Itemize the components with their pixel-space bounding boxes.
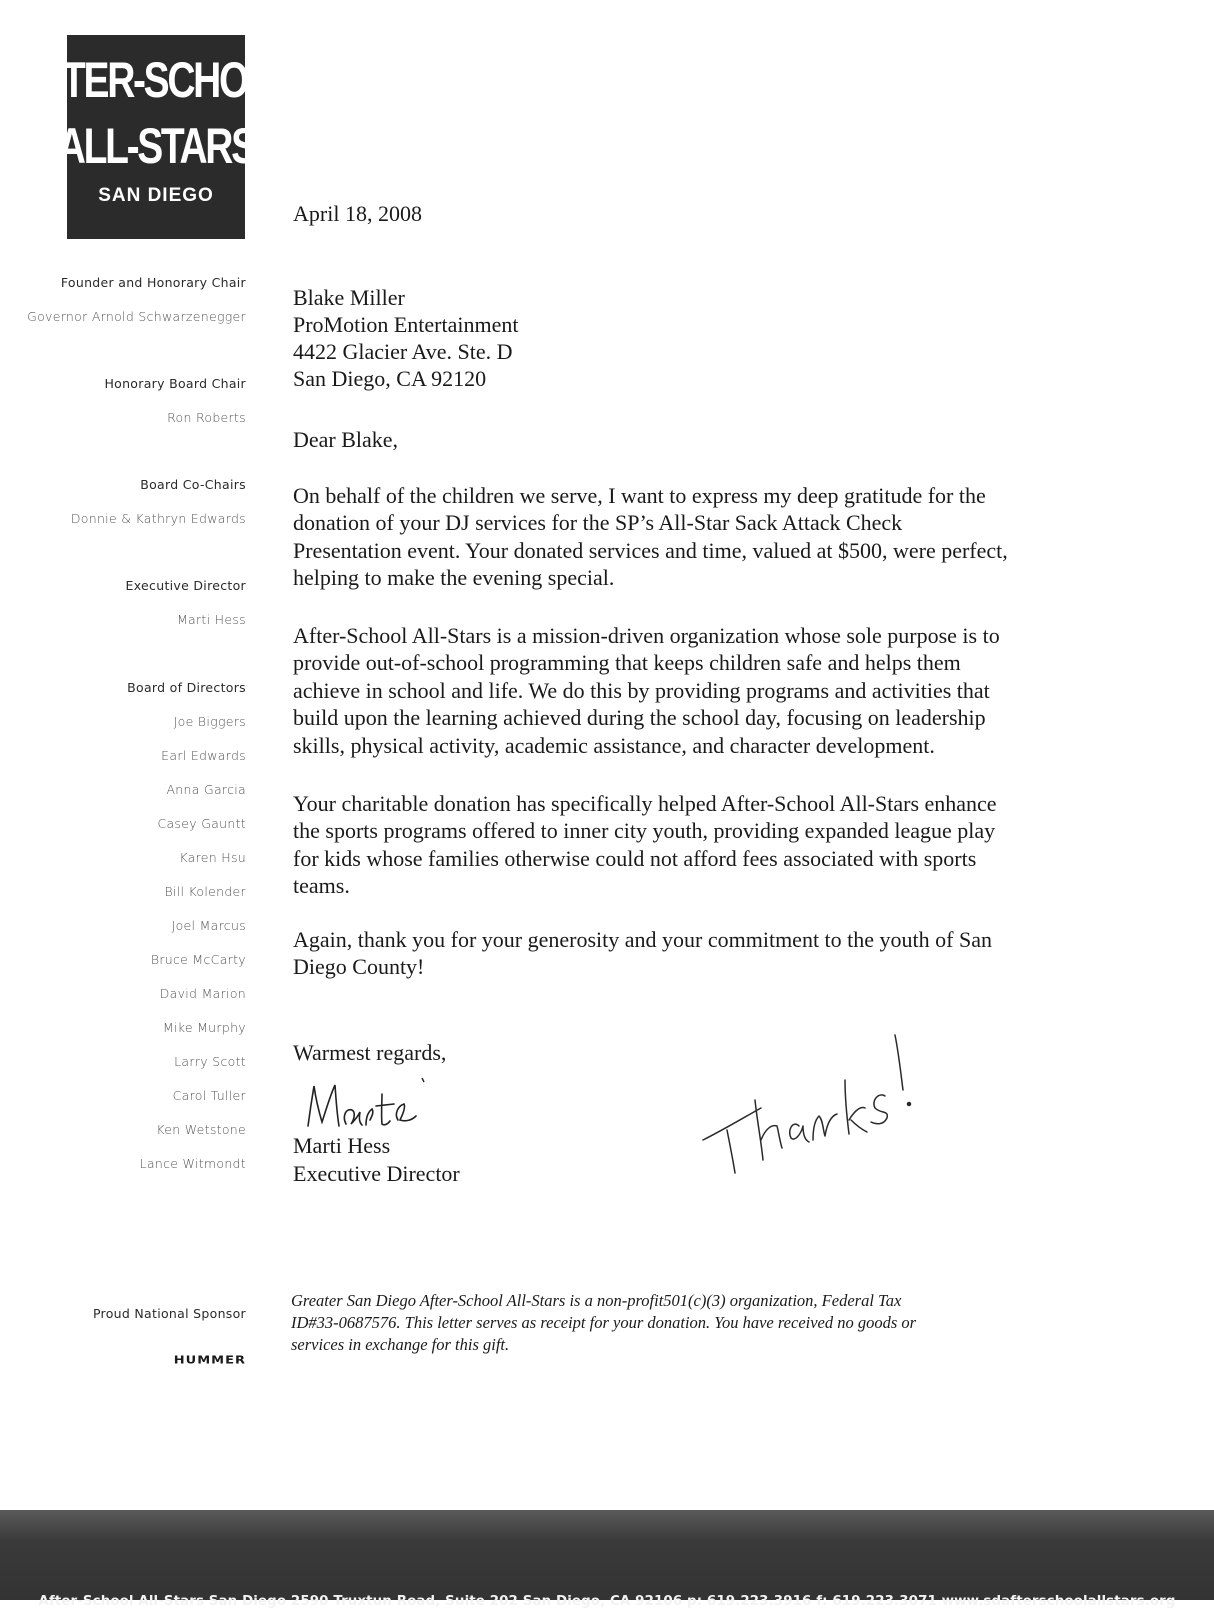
board-member: Earl Edwards xyxy=(161,748,246,763)
paragraph-line: donation of your DJ services for the SP’s All-Star Sack Attack Check xyxy=(293,510,903,536)
paragraph-line: Presentation event. Your donated services and time, valued at $500, were perfect, xyxy=(293,537,1008,563)
board-title: Board of Directors xyxy=(127,680,246,695)
executive-director-name: Marti Hess xyxy=(176,612,246,627)
recipient-city: San Diego, CA 92120 xyxy=(293,366,487,391)
paragraph-line: for kids whose families otherwise could not afford fees associated with sports xyxy=(293,845,977,871)
signer-name: Marti Hess xyxy=(293,1133,391,1158)
paragraph-2 xyxy=(293,622,1093,759)
board-member: Bill Kolender xyxy=(164,884,246,899)
paragraph-line: Diego County! xyxy=(293,954,425,980)
paragraph-line: build upon the learning achieved during the school day, focusing on leadership xyxy=(293,705,986,731)
paragraph-line: On behalf of the children we serve, I want to express my deep gratitude for the xyxy=(293,483,986,508)
paragraph-line: skills, physical activity, academic assistance, and character development. xyxy=(293,732,935,758)
paragraph-line: provide out-of-school programming that keeps children safe and helps them xyxy=(293,650,961,676)
paragraph-line: After-School All-Stars is a mission-driven organization whose sole purpose is to xyxy=(293,623,1000,648)
recipient-address xyxy=(293,284,518,392)
paragraph-3 xyxy=(293,790,1093,900)
honorary-chair-title: Honorary Board Chair xyxy=(104,376,246,391)
board-member: David Marion xyxy=(159,986,246,1001)
paragraph-line: Again, thank you for your generosity and your commitment to the youth of San xyxy=(293,927,992,952)
board-member: Casey Gauntt xyxy=(157,816,246,831)
honorary-chair-name: Ron Roberts xyxy=(167,410,246,425)
closing: Warmest regards, xyxy=(293,1040,447,1065)
sponsor-logo: HUMMER xyxy=(173,1354,246,1367)
organization-logo xyxy=(15,35,297,239)
handwritten-thanks xyxy=(695,1030,935,1180)
board-member: Larry Scott xyxy=(174,1054,246,1069)
recipient-street: 4422 Glacier Ave. Ste. D xyxy=(293,339,513,364)
board-member: Anna Garcia xyxy=(166,782,246,797)
paragraph-line: Your charitable donation has specifically helped After-School All-Stars enhance xyxy=(293,791,997,816)
board-member: Mike Murphy xyxy=(162,1020,246,1035)
board-member: Carol Tuller xyxy=(172,1088,246,1103)
footer-contact: After-School All-Stars San Diego 2590 Truxtun Road, Suite 202 San Diego, CA 92106 p: 619.223.3916 f: 619.223.3071 www.sdafterschoolallstars.org xyxy=(38,1594,1176,1609)
salutation: Dear Blake, xyxy=(293,427,399,452)
paragraph-line: helping to make the evening special. xyxy=(293,565,615,591)
paragraph-1 xyxy=(293,482,1093,592)
cochairs-name: Donnie & Kathryn Edwards xyxy=(70,511,246,526)
paragraph-4 xyxy=(293,926,1093,981)
board-member: Bruce McCarty xyxy=(150,952,246,967)
board-member: Joel Marcus xyxy=(171,918,246,933)
tax-disclaimer xyxy=(291,1290,916,1356)
signature-image xyxy=(302,1076,442,1136)
board-member: Lance Witmondt xyxy=(139,1156,246,1171)
disclaimer-line: services in exchange for this gift. xyxy=(291,1335,510,1354)
board-member: Karen Hsu xyxy=(179,850,246,865)
board-member: Ken Wetstone xyxy=(156,1122,246,1137)
recipient-company: ProMotion Entertainment xyxy=(293,312,519,337)
executive-director-title: Executive Director xyxy=(125,578,246,593)
logo-line-1: AFTER-SCHOOL xyxy=(15,52,297,108)
logo-line-3: SAN DIEGO xyxy=(98,185,214,206)
recipient-name: Blake Miller xyxy=(293,285,405,310)
disclaimer-line: ID#33-0687576. This letter serves as receipt for your donation. You have received no goods or xyxy=(291,1313,917,1332)
board-member: Joe Biggers xyxy=(173,714,246,729)
disclaimer-line: Greater San Diego After-School All-Stars is a non-profit501(c)(3) organization, Federal Tax xyxy=(291,1291,902,1310)
founder-title: Founder and Honorary Chair xyxy=(60,275,246,290)
cochairs-title: Board Co-Chairs xyxy=(140,477,246,492)
signer-title: Executive Director xyxy=(293,1161,460,1186)
letter-date: April 18, 2008 xyxy=(293,201,422,226)
footer-band xyxy=(0,1510,1214,1600)
logo-line-2: ALL-STARS xyxy=(57,118,255,174)
paragraph-line: teams. xyxy=(293,873,350,899)
founder-name: Governor Arnold Schwarzenegger xyxy=(27,309,246,324)
paragraph-line: the sports programs offered to inner city youth, providing expanded league play xyxy=(293,818,996,844)
paragraph-line: achieve in school and life. We do this by providing programs and activities that xyxy=(293,677,990,703)
sponsor-title: Proud National Sponsor xyxy=(92,1306,246,1321)
